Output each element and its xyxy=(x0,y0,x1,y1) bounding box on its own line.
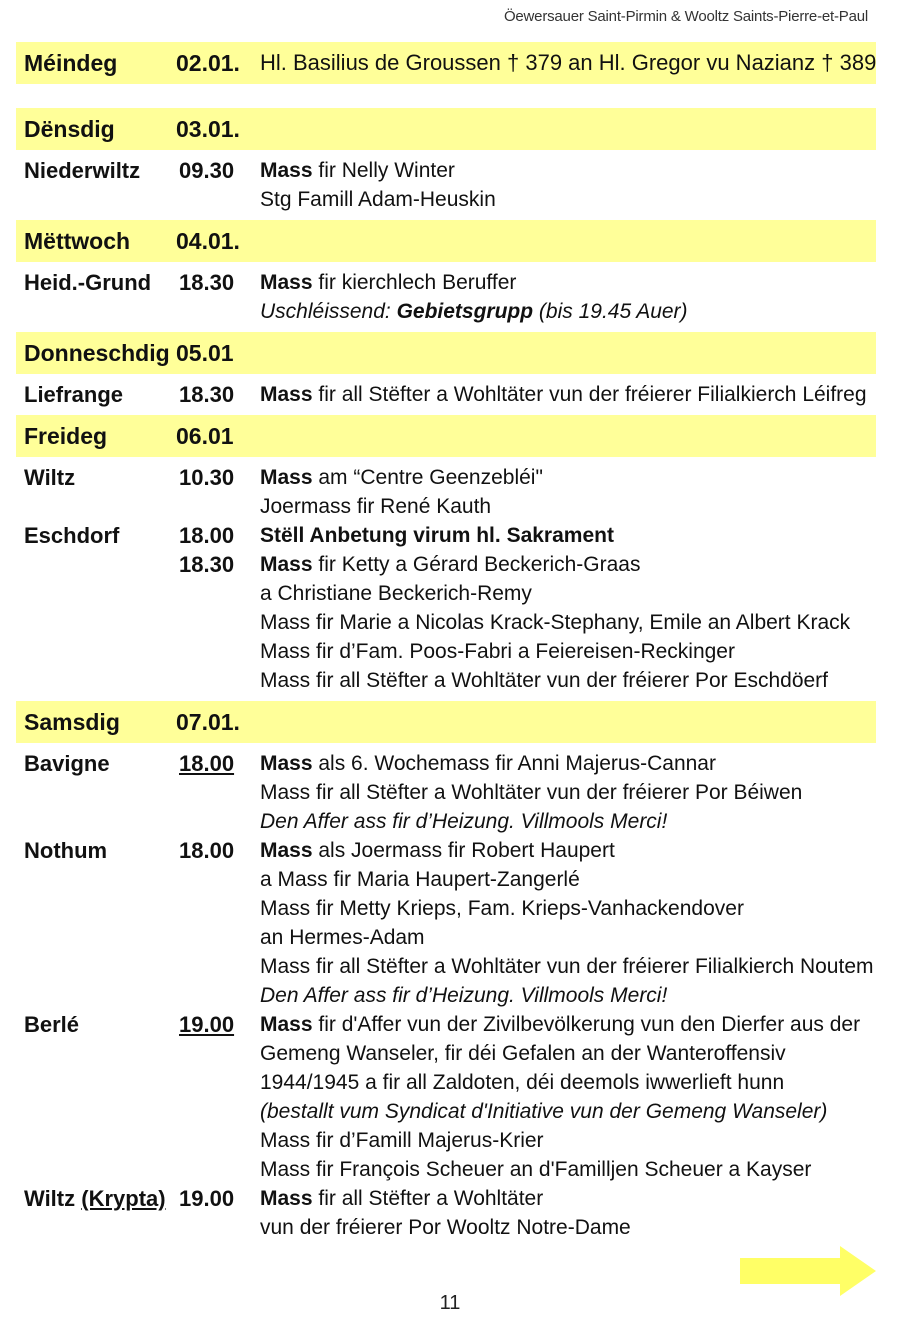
day-name: Dënsdig xyxy=(24,115,115,142)
intention-text: als 6. Wochemass fir Anni Majerus-Cannar xyxy=(312,752,716,775)
place-name: Eschdorf xyxy=(24,523,120,548)
day-date: 07.01. xyxy=(176,708,240,735)
mass-entry xyxy=(16,463,876,521)
day-date: 03.01. xyxy=(176,115,240,142)
day-date: 02.01. xyxy=(176,49,240,76)
mass-entry xyxy=(16,749,876,836)
intention-text: Mass fir all Stëfter a Wohltäter vun der fréierer Por Béiwen xyxy=(260,781,803,804)
intention-text: Mass fir Marie a Nicolas Krack-Stephany, Emile an Albert Krack xyxy=(260,611,851,634)
intention-text: Gemeng Wanseler, fir déi Gefalen an der Wanteroffensiv xyxy=(260,1042,786,1065)
mass-label: Mass xyxy=(260,383,313,406)
day-date: 05.01 xyxy=(176,339,234,366)
day-description: Hl. Basilius de Groussen † 379 an Hl. Gregor vu Nazianz † 389 xyxy=(260,50,877,75)
mass-time: 09.30 xyxy=(179,158,235,183)
day-bar-friday xyxy=(16,415,876,457)
place-name: Liefrange xyxy=(24,382,124,407)
place-name xyxy=(24,1184,166,1213)
mass-label: Mass xyxy=(260,553,313,576)
intention-text: 1944/1945 a fir all Zaldoten, déi deemols iwwerlieft hunn xyxy=(260,1071,785,1094)
header-title: Öewersauer Saint-Pirmin & Wooltz Saints-Pierre-et-Paul xyxy=(503,8,868,25)
mass-label: Mass xyxy=(260,1187,313,1210)
intention-text: Joermass fir René Kauth xyxy=(260,495,492,518)
note-text: (bis 19.45 Auer) xyxy=(533,300,688,323)
note-text: Uschléissend: xyxy=(260,300,397,323)
page-number: 11 xyxy=(439,1292,461,1314)
mass-entry xyxy=(16,268,876,326)
mass-label: Mass xyxy=(260,159,313,182)
intention-text: Mass fir François Scheuer an d'Familljen Scheuer a Kayser xyxy=(260,1158,812,1181)
intention-text: als Joermass fir Robert Haupert xyxy=(312,839,615,862)
day-date: 06.01 xyxy=(176,422,234,449)
intention-text: fir Ketty a Gérard Beckerich-Graas xyxy=(312,553,641,576)
day-name: Freideg xyxy=(24,422,108,449)
day-bar-thursday xyxy=(16,332,876,374)
mass-time: 19.00 xyxy=(179,1186,235,1211)
collection-note: Den Affer ass fir d’Heizung. Villmools Merci! xyxy=(260,810,668,833)
mass-time: 19.00 xyxy=(179,1012,235,1037)
mass-label: Mass xyxy=(260,271,313,294)
collection-note: Den Affer ass fir d’Heizung. Villmools Merci! xyxy=(260,984,668,1007)
mass-time: 18.00 xyxy=(179,751,235,776)
day-bar-saturday xyxy=(16,701,876,743)
day-name: Samsdig xyxy=(24,708,120,735)
day-name: Mëttwoch xyxy=(24,227,131,254)
mass-label: Mass xyxy=(260,1013,313,1036)
day-name: Méindeg xyxy=(24,49,118,76)
day-name: Donneschdig xyxy=(24,339,170,366)
place-subtitle: (Krypta) xyxy=(81,1186,166,1211)
mass-time: 10.30 xyxy=(179,465,235,490)
intention-text: Mass fir all Stëfter a Wohltäter vun der fréierer Por Eschdöerf xyxy=(260,669,829,692)
intention-text: vun der fréierer Por Wooltz Notre-Dame xyxy=(260,1216,631,1239)
place-name: Berlé xyxy=(24,1012,80,1037)
intention-text: am “Centre Geenzebléi" xyxy=(312,466,543,489)
right-arrow-icon[interactable] xyxy=(740,1246,878,1296)
schedule xyxy=(16,42,876,1248)
intention-text: fir all Stëfter a Wohltäter xyxy=(312,1187,544,1210)
mass-time: 18.30 xyxy=(179,382,235,407)
ordered-by-note: (bestallt vum Syndicat d'Initiative vun der Gemeng Wanseler) xyxy=(260,1100,828,1123)
day-date: 04.01. xyxy=(176,227,240,254)
mass-label: Mass xyxy=(260,466,313,489)
intention-text: fir kierchlech Beruffer xyxy=(312,271,517,294)
place-name: Wiltz xyxy=(24,465,76,490)
day-bar-monday xyxy=(16,42,876,84)
place-name-main: Wiltz xyxy=(24,1186,76,1211)
place-name: Niederwiltz xyxy=(24,158,141,183)
place-name: Nothum xyxy=(24,838,108,863)
intention-text: Mass fir d’Fam. Poos-Fabri a Feiereisen-Reckinger xyxy=(260,640,735,663)
day-bar-tuesday xyxy=(16,108,876,150)
intention-text: fir Nelly Winter xyxy=(312,159,455,182)
intention-text: Stg Famill Adam-Heuskin xyxy=(260,188,496,211)
intention-text: a Christiane Beckerich-Remy xyxy=(260,582,532,605)
mass-entry xyxy=(16,836,876,1010)
intention-text: Mass fir all Stëfter a Wohltäter vun der fréierer Filialkierch Noutem xyxy=(260,955,874,978)
mass-entry xyxy=(16,1184,876,1242)
mass-time: 18.30 xyxy=(179,552,235,577)
mass-time: 18.30 xyxy=(179,270,235,295)
intention-text: Mass fir d’Famill Majerus-Krier xyxy=(260,1129,544,1152)
intention-text: fir d'Affer vun der Zivilbevölkerung vun den Dierfer aus der xyxy=(312,1013,861,1036)
mass-entry xyxy=(16,156,876,214)
intention-text: fir all Stëfter a Wohltäter vun der fréierer Filialkierch Léifreg xyxy=(312,383,867,406)
place-name: Heid.-Grund xyxy=(24,270,152,295)
intention-text: an Hermes-Adam xyxy=(260,926,425,949)
intention-text: Mass fir Metty Krieps, Fam. Krieps-Vanhackendover xyxy=(260,897,744,920)
mass-time: 18.00 xyxy=(179,838,235,863)
mass-entry xyxy=(16,380,876,409)
place-name: Bavigne xyxy=(24,751,110,776)
day-bar-wednesday xyxy=(16,220,876,262)
group-name: Gebietsgrupp xyxy=(396,300,534,323)
adoration-label: Stëll Anbetung virum hl. Sakrament xyxy=(260,524,614,547)
mass-label: Mass xyxy=(260,752,313,775)
mass-entry xyxy=(16,1010,876,1184)
mass-label: Mass xyxy=(260,839,313,862)
mass-entry xyxy=(16,521,876,695)
adoration-time: 18.00 xyxy=(179,523,235,548)
intention-text: a Mass fir Maria Haupert-Zangerlé xyxy=(260,868,580,891)
